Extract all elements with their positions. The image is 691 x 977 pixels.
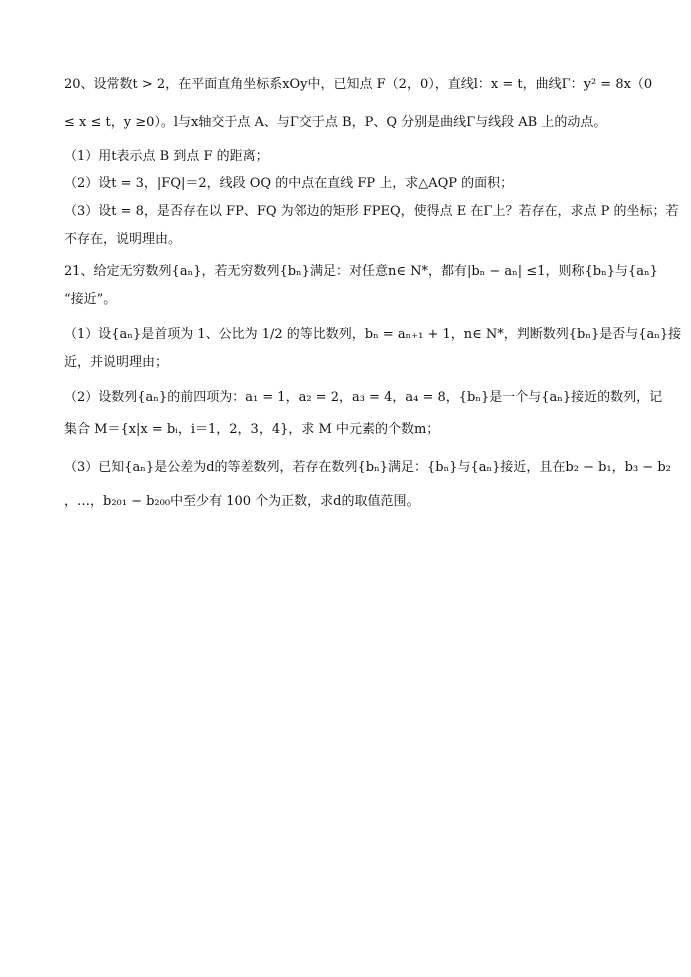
problem-21-line-2: “接近”。 [64, 292, 117, 307]
problem-20-part-3-line-1: （3）设t = 8，是否存在以 FP、FQ 为邻边的矩形 FPEQ，使得点 E 在Γ上？若存在，求点 P 的坐标；若 [64, 204, 679, 219]
problem-21-part-2-line-1: （2）设数列{aₙ}的前四项为：a₁ = 1，a₂ = 2，a₃ = 4，a₄ = 8，{bₙ}是一个与{aₙ}接近的数列，记 [64, 390, 663, 405]
problem-20-line-2: ≤ x ≤ t，y ≥0）。l与x轴交于点 A、与Γ交于点 B，P、Q 分别是曲线Γ与线段 AB 上的动点。 [64, 115, 607, 130]
problem-21-part-1-line-2: 近，并说明理由； [64, 355, 169, 370]
problem-21-part-2-line-2: 集合 M＝{x|x = bᵢ，i＝1，2，3，4}，求 M 中元素的个数m； [64, 422, 440, 437]
problem-21-part-1-line-1: （1）设{aₙ}是首项为 1、公比为 1/2 的等比数列，bₙ = aₙ₊₁ + 1，n∈ N*，判断数列{bₙ}是否与{aₙ}接 [64, 327, 682, 342]
problem-20-part-2: （2）设t = 3，|FQ|＝2，线段 OQ 的中点在直线 FP 上，求△AQP 的面积； [64, 176, 514, 191]
problem-21-part-3-line-2: ，…，b₂₀₁ − b₂₀₀中至少有 100 个为正数，求d的取值范围。 [64, 494, 420, 509]
problem-20-line-1: 20、设常数t > 2，在平面直角坐标系xOy中，已知点 F（2，0），直线l：x = t，曲线Γ：y² = 8x（0 [64, 77, 653, 92]
problem-21-line-1: 21、给定无穷数列{aₙ}，若无穷数列{bₙ}满足：对任意n∈ N*，都有|bₙ − aₙ| ≤1，则称{bₙ}与{aₙ} [64, 264, 658, 279]
problem-20-part-1: （1）用t表示点 B 到点 F 的距离； [64, 149, 269, 164]
problem-21-part-3-line-1: （3）已知{aₙ}是公差为d的等差数列，若存在数列{bₙ}满足：{bₙ}与{aₙ}接近，且在b₂ − b₁，b₃ − b₂ [64, 460, 671, 475]
problem-20-part-3-line-2: 不存在，说明理由。 [64, 232, 182, 247]
